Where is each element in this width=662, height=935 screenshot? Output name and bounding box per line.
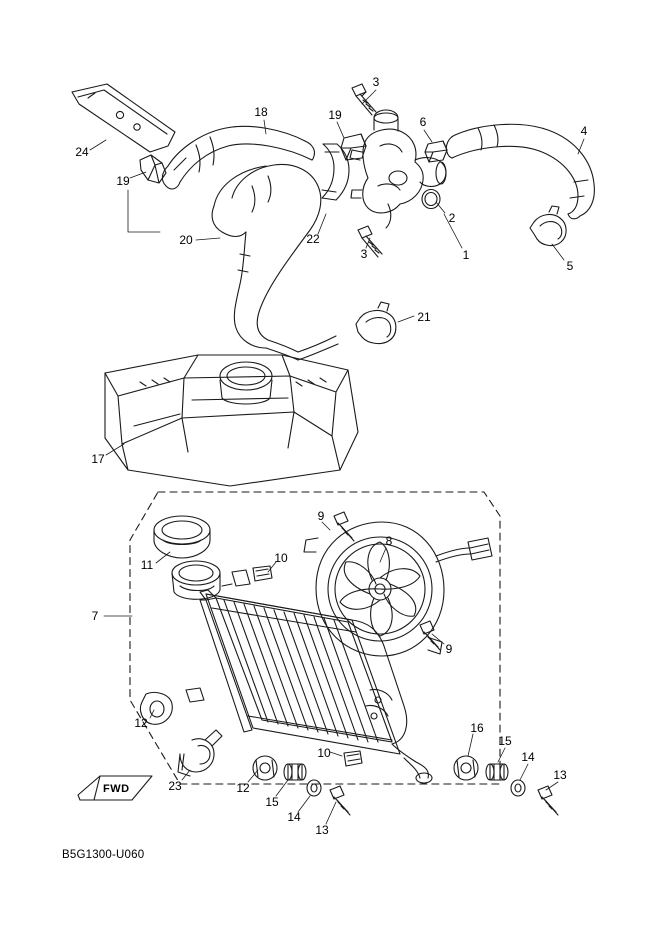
callout-12-lower: 12 xyxy=(236,781,250,795)
callout-23: 23 xyxy=(168,779,182,793)
callout-15-lower: 15 xyxy=(265,795,279,809)
callout-15-right: 15 xyxy=(498,734,512,748)
callout-12-left: 12 xyxy=(134,716,148,730)
callout-9-upper: 9 xyxy=(317,509,325,523)
part-22-elbow-pipe xyxy=(322,144,349,200)
part-8-cooling-fan xyxy=(304,522,492,656)
callout-20: 20 xyxy=(179,233,193,247)
callout-19-left: 19 xyxy=(116,174,130,188)
callout-16: 16 xyxy=(470,721,484,735)
part-9-bolt-upper xyxy=(334,512,354,541)
callout-13-lower: 13 xyxy=(315,823,329,837)
callout-11: 11 xyxy=(140,558,154,572)
part-2-o-ring xyxy=(422,190,440,209)
callout-14-right: 14 xyxy=(521,750,535,764)
part-19-right-fitting xyxy=(341,134,366,160)
part-4-hose xyxy=(446,124,594,219)
part-15-collar-right xyxy=(486,764,508,780)
callout-22: 22 xyxy=(306,232,320,246)
part-14-washer-right xyxy=(511,780,525,796)
part-15-collar-lower xyxy=(284,764,306,780)
callout-17: 17 xyxy=(91,452,105,466)
callout-10-lower: 10 xyxy=(317,746,331,760)
callout-3-upper: 3 xyxy=(372,75,380,89)
radiator-core xyxy=(186,570,432,783)
part-5-clamp xyxy=(530,206,566,246)
part-10-grommet-upper xyxy=(253,566,272,581)
callout-18: 18 xyxy=(254,105,268,119)
part-13-bolt-lower xyxy=(330,786,350,815)
callout-24: 24 xyxy=(75,145,89,159)
part-20-hose xyxy=(212,164,338,360)
callout-3-lower: 3 xyxy=(360,247,368,261)
callout-13-right: 13 xyxy=(553,768,567,782)
callout-14-lower: 14 xyxy=(287,810,301,824)
callout-8: 8 xyxy=(385,534,393,548)
callout-10-upper: 10 xyxy=(274,551,288,565)
callout-7: 7 xyxy=(91,609,99,623)
part-13-bolt-right xyxy=(538,786,558,815)
part-diagram-code: B5G1300-U060 xyxy=(62,849,145,861)
part-11-filler-cap xyxy=(154,516,210,558)
callout-21: 21 xyxy=(417,310,431,324)
part-7-assembly-outline xyxy=(130,492,500,784)
part-1-thermostat-housing xyxy=(350,110,446,228)
callout-6: 6 xyxy=(419,115,427,129)
callout-2: 2 xyxy=(448,211,456,225)
part-16-mount-right xyxy=(454,756,478,780)
fwd-arrow-label: FWD xyxy=(103,783,130,795)
part-14-washer-lower xyxy=(307,780,321,796)
part-10-grommet-lower xyxy=(344,751,362,766)
part-21-clamp xyxy=(356,302,396,344)
callout-19-right: 19 xyxy=(328,108,342,122)
callout-4: 4 xyxy=(580,124,588,138)
callout-5: 5 xyxy=(566,259,574,273)
callout-1: 1 xyxy=(462,248,470,262)
radiator-filler-neck xyxy=(172,561,220,599)
part-23-bracket xyxy=(178,730,222,776)
part-18-hose xyxy=(162,126,314,189)
part-24-bracket xyxy=(72,84,175,152)
part-17-shroud xyxy=(105,355,358,486)
part-12-mount-lower xyxy=(253,756,277,780)
callout-9-lower: 9 xyxy=(445,642,453,656)
part-9-bolt-lower xyxy=(420,621,440,650)
